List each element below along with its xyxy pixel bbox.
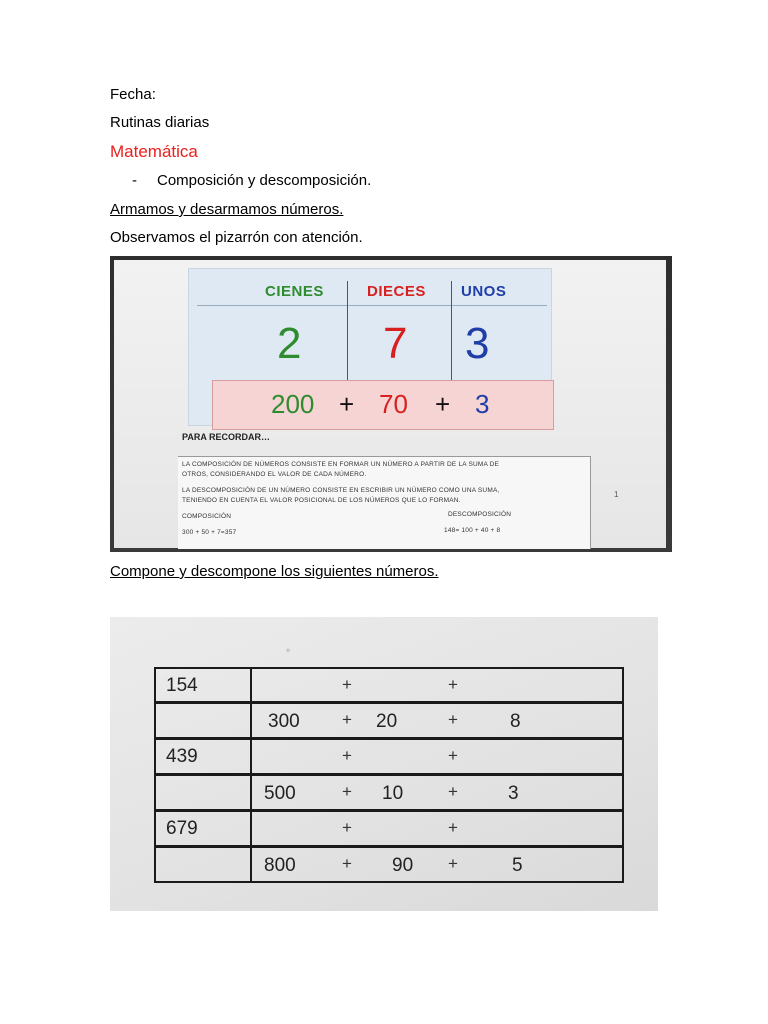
- header-rule: [197, 305, 547, 306]
- side-mark: 1: [614, 490, 619, 499]
- plus-sign: +: [342, 746, 352, 765]
- digit-tens: 7: [383, 319, 408, 368]
- number-value: 679: [166, 818, 198, 839]
- digit-hundreds: 2: [277, 319, 302, 368]
- example-composicion: 300 + 50 + 7=357: [182, 529, 237, 536]
- number-cell: [156, 776, 252, 809]
- table-row: [154, 811, 624, 847]
- hundreds-value: 800: [264, 855, 296, 876]
- header-cienes: CIENES: [265, 283, 324, 300]
- definition-box: [178, 456, 591, 549]
- composition-table: [154, 667, 624, 883]
- plus-sign: +: [342, 854, 352, 873]
- plus-sign: +: [448, 746, 458, 765]
- plus-sign: +: [342, 818, 352, 837]
- daily-routines-label: Rutinas diarias: [110, 114, 210, 131]
- tens-value: 10: [382, 783, 404, 804]
- tens-value: 20: [376, 711, 398, 732]
- header-unos: UNOS: [461, 283, 507, 300]
- hundreds-value: 300: [268, 711, 300, 732]
- topic-bullet: Composición y descomposición.: [157, 172, 372, 189]
- date-label: Fecha:: [110, 86, 156, 103]
- board-screen: [114, 260, 666, 548]
- column-divider: [451, 281, 452, 381]
- example-descomposicion: 148= 100 + 40 + 8: [444, 527, 501, 534]
- table-row: [154, 703, 624, 739]
- board-photo: [110, 256, 672, 552]
- number-cell: [156, 669, 252, 701]
- table-row: [154, 739, 624, 775]
- instruction-text: Observamos el pizarrón con atención.: [110, 229, 363, 246]
- smudge-mark: ◦: [286, 643, 291, 657]
- subject-title: Matemática: [110, 142, 198, 161]
- exercise-table-photo: [110, 617, 658, 911]
- label-composicion: COMPOSICIÓN: [182, 513, 232, 520]
- number-cell: [156, 704, 252, 737]
- expanded-sum-box: [212, 380, 554, 430]
- units-value: 8: [510, 711, 521, 732]
- plus-sign: +: [342, 782, 352, 801]
- section-title: Armamos y desarmamos números.: [110, 201, 344, 218]
- header-dieces: DIECES: [367, 283, 426, 300]
- definition-line: TENIENDO EN CUENTA EL VALOR POSICIONAL DE LOS NÚMEROS QUE LO FORMAN.: [182, 497, 461, 504]
- digit-units: 3: [465, 319, 490, 368]
- plus-sign: +: [448, 818, 458, 837]
- plus-sign: +: [448, 710, 458, 729]
- sum-plus: +: [435, 389, 451, 419]
- definition-line: LA DESCOMPOSICIÓN DE UN NÚMERO CONSISTE EN ESCRIBIR UN NÚMERO COMO UNA SUMA,: [182, 487, 500, 494]
- units-value: 5: [512, 855, 523, 876]
- definition-line: OTROS, CONSIDERANDO EL VALOR DE CADA NÚMERO.: [182, 471, 367, 478]
- number-cell: [156, 812, 252, 845]
- remember-title: PARA RECORDAR…: [182, 432, 271, 442]
- bullet-dash: -: [132, 172, 137, 189]
- plus-sign: +: [342, 710, 352, 729]
- number-value: 154: [166, 675, 198, 696]
- sum-tens: 70: [379, 389, 408, 419]
- hundreds-value: 500: [264, 783, 296, 804]
- number-cell: [156, 740, 252, 773]
- units-value: 3: [508, 783, 519, 804]
- column-divider: [347, 281, 348, 381]
- plus-sign: +: [448, 675, 458, 694]
- number-cell: [156, 848, 252, 881]
- definition-line: LA COMPOSICIÓN DE NÚMEROS CONSISTE EN FORMAR UN NÚMERO A PARTIR DE LA SUMA DE: [182, 461, 500, 468]
- table-row: [154, 775, 624, 811]
- sum-units: 3: [475, 389, 490, 419]
- plus-sign: +: [448, 854, 458, 873]
- label-descomposicion: DESCOMPOSICIÓN: [448, 511, 512, 518]
- plus-sign: +: [448, 782, 458, 801]
- number-value: 439: [166, 746, 198, 767]
- table-row: [154, 667, 624, 703]
- sum-plus: +: [339, 389, 355, 419]
- table-row: [154, 847, 624, 883]
- tens-value: 90: [392, 855, 414, 876]
- sum-hundreds: 200: [271, 389, 315, 419]
- plus-sign: +: [342, 675, 352, 694]
- exercise-title: Compone y descompone los siguientes números.: [110, 563, 439, 580]
